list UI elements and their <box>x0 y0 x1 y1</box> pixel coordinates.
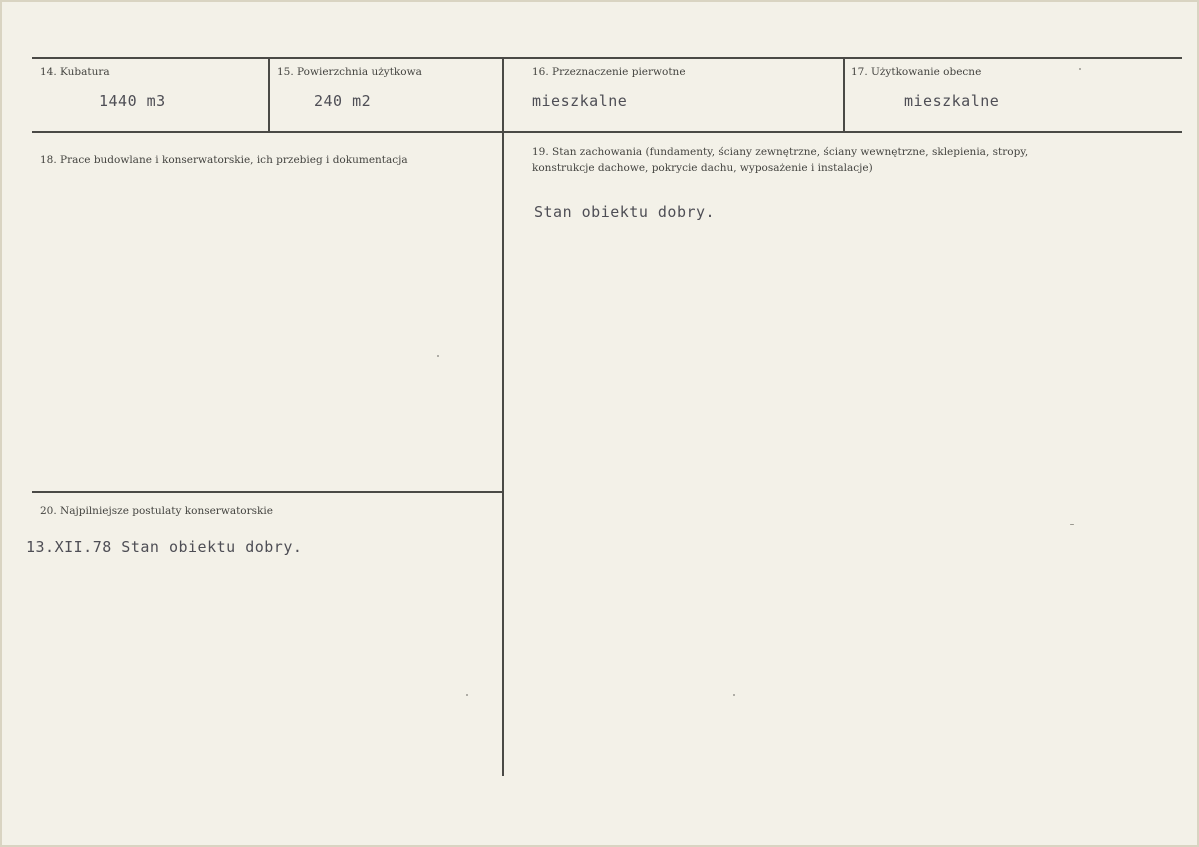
divider-15-16 <box>502 58 504 131</box>
kubatura-label: 14. Kubatura <box>40 66 110 78</box>
przeznaczenie-label: 16. Przeznaczenie pierwotne <box>532 66 686 78</box>
stan-value: Stan obiektu dobry. <box>534 203 716 221</box>
row-1-rule <box>32 131 1182 133</box>
uzytkowanie-label: 17. Użytkowanie obecne <box>851 66 982 78</box>
przeznaczenie-value: mieszkalne <box>532 92 628 110</box>
postulaty-label: 20. Najpilniejsze postulaty konserwatorskie <box>40 505 273 517</box>
divider-14-15 <box>268 58 270 131</box>
divider-16-17 <box>843 58 845 131</box>
paper-speck <box>466 694 468 696</box>
paper-speck <box>1079 68 1081 70</box>
main-column-divider <box>502 132 504 776</box>
paper-speck <box>733 694 735 696</box>
stan-label: 19. Stan zachowania (fundamenty, ściany zewnętrzne, ściany wewnętrzne, sklepienia, stropy, konstrukcje dachowe, pokrycie dachu, wyposażenie i instalacje) <box>532 146 1029 174</box>
kubatura-value: 1440 m3 <box>99 92 166 110</box>
powierzchnia-label: 15. Powierzchnia użytkowa <box>277 66 422 78</box>
powierzchnia-value: 240 m2 <box>314 92 372 110</box>
uzytkowanie-value: mieszkalne <box>904 92 1000 110</box>
section-18-bottom-rule <box>32 491 502 493</box>
postulaty-value: 13.XII.78 Stan obiektu dobry. <box>26 538 303 556</box>
paper-speck <box>437 355 439 357</box>
paper-speck <box>1070 524 1074 525</box>
top-rule <box>32 57 1182 59</box>
prace-label: 18. Prace budowlane i konserwatorskie, ich przebieg i dokumentacja <box>40 154 408 166</box>
